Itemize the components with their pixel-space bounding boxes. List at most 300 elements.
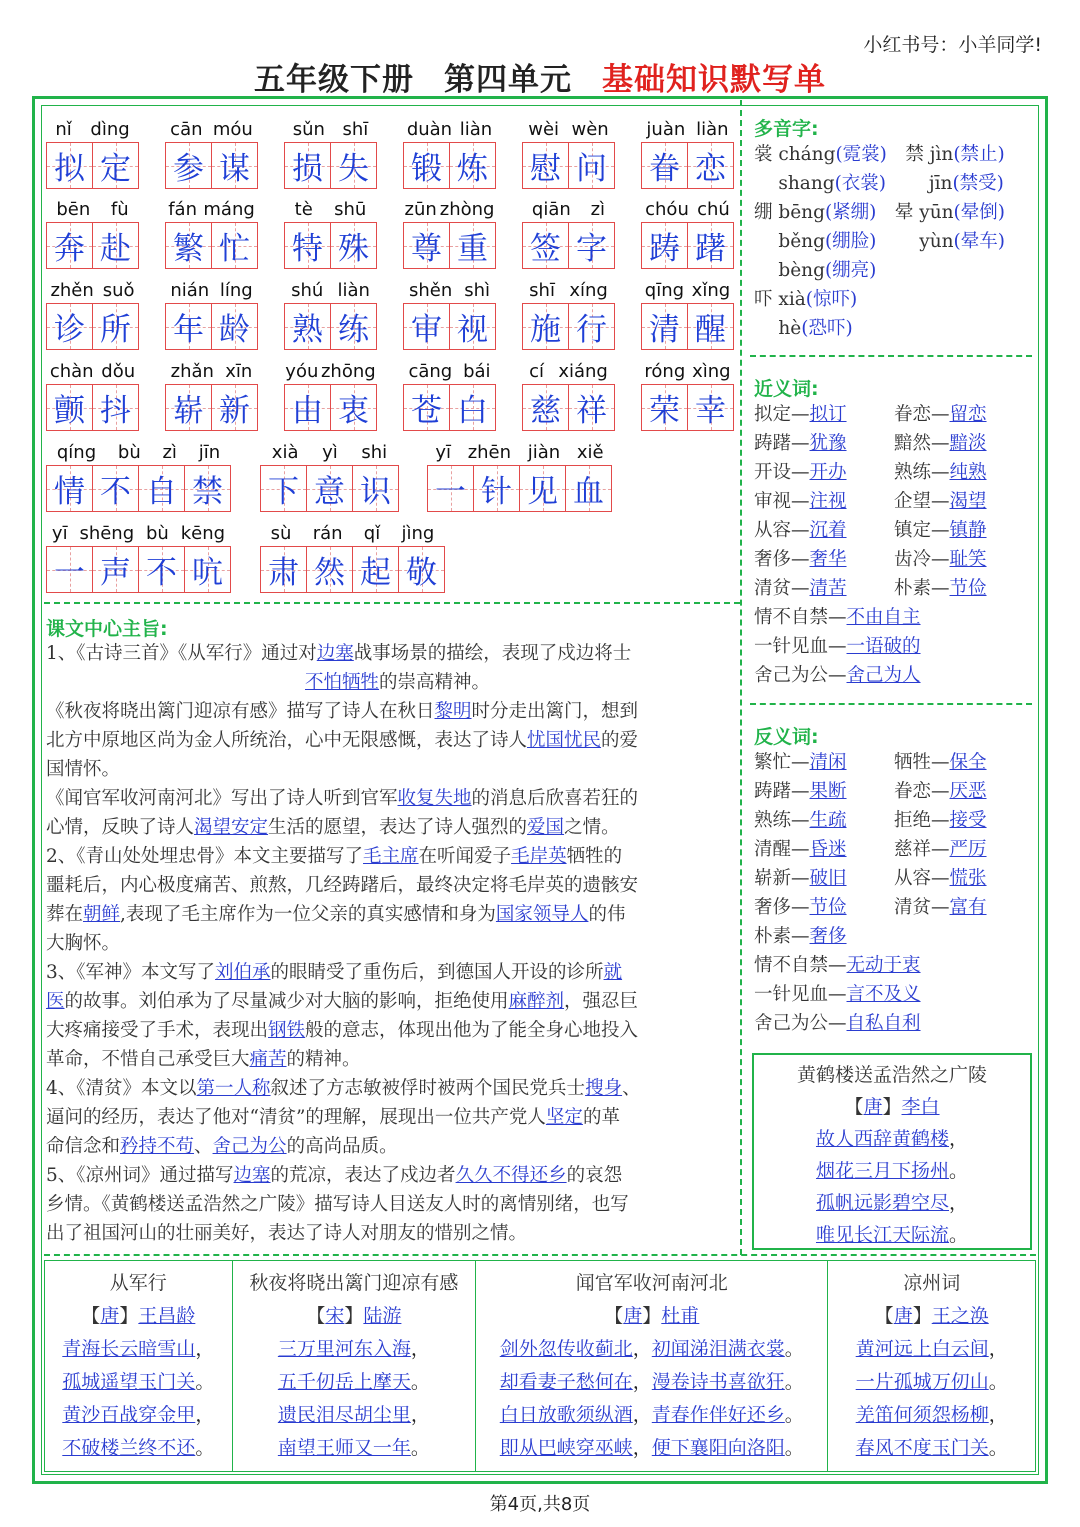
vocab-word [641,273,734,350]
theme-title: 课文中心主旨: [46,618,168,640]
pinyin-syllable: qiān [531,199,571,220]
theme-line: 1、《古诗三首》《从军行》通过对边塞战事场景的描绘，表现了戍边将士 [46,643,632,664]
theme-keyword: 忧国忧民 [527,730,602,751]
antonym-answer: 严厉 [949,839,987,860]
vocab-char: 荣 [649,393,680,429]
vocab-char-cell [92,546,139,593]
vocab-char-cell [92,303,139,350]
theme-keyword: 毛主席 [363,846,419,867]
vocab-char: 诊 [54,312,85,348]
vocab-char-cell [522,384,569,431]
antonym-list [754,748,1034,1038]
antonym-answer: 奢侈 [809,926,847,947]
vocab-char-cell [641,384,688,431]
vocab-char-cell [138,465,185,512]
poem-verse: 五千仞岳上摩天 [277,1371,411,1393]
vocab-char: 行 [576,312,607,348]
theme-keyword: 舍己为公 [212,1136,287,1157]
vocab-char: 识 [360,474,391,510]
synonym-pair: 开设—开办 [754,462,847,483]
poem-title: 闻官军收河南河北 [575,1272,728,1294]
synonym-row: 一针见血—一语破的 [754,636,921,657]
pinyin-syllable: máng [203,199,255,220]
polyphone-line: 吓 xià(惊吓) [754,289,858,310]
vocab-char-cell [568,303,615,350]
antonym-answer: 无动于衷 [846,955,921,976]
poem-line: 孤帆远影碧空尽， [815,1192,969,1214]
vocab-word [403,192,496,269]
poem-dynasty: 唐 [100,1305,120,1327]
pinyin-syllable: qīng [644,280,685,301]
vocab-boxes [403,142,496,189]
vocab-word [46,112,139,189]
poem-table [44,1260,1036,1472]
poem-verse: 羌笛何须怨杨柳 [855,1404,989,1426]
vocab-pinyin [522,112,615,142]
vocab-boxes [260,546,445,593]
pinyin-syllable: jìng [401,523,435,544]
divider [44,1254,1036,1256]
pinyin-syllable: xià [271,442,299,463]
vocab-char: 肃 [268,555,299,591]
theme-line: 命信念和矜持不苟、舍己为公的高尚品质。 [46,1136,398,1157]
theme-keyword: 医 [46,991,65,1012]
pinyin-syllable: zhēn [467,442,512,463]
vocab-char: 躇 [695,231,726,267]
pinyin-syllable: nián [170,280,210,301]
vocab-boxes [165,384,258,431]
vocab-char-cell [211,142,258,189]
synonym-pair: 企望—渴望 [894,491,987,512]
poem-line: 黄沙百战穿金甲， [62,1404,215,1426]
vocab-char: 由 [292,393,323,429]
pinyin-syllable: zì [162,442,177,463]
vocab-boxes [641,222,734,269]
vocab-boxes [165,222,258,269]
poem-dynasty: 宋 [325,1305,345,1327]
vocab-boxes [260,465,399,512]
theme-keyword: 朝鲜 [83,904,121,925]
pinyin-syllable: xiáng [558,361,608,382]
title-grade: 五年级下册 [254,62,414,98]
vocab-pinyin [427,435,612,465]
vocab-char-cell [522,222,569,269]
theme-keyword: 边塞 [316,643,354,664]
poem-line: 却看妻子愁何在，漫卷诗书喜欲狂。 [499,1371,804,1393]
vocab-char: 字 [576,231,607,267]
poem-line: 青海长云暗雪山， [62,1338,215,1360]
poem-dynasty: 唐 [623,1305,643,1327]
polyphone-line: shang(衣裳) jīn(禁受) [754,173,1004,194]
pinyin-syllable: róng [644,361,686,382]
vocab-char: 拟 [54,151,85,187]
pinyin-syllable: cān [170,119,203,140]
synonym-pair: 镇定—镇静 [894,520,987,541]
vocab-word [260,435,399,512]
vocab-char: 视 [457,312,488,348]
poem-col-liangzhouci [828,1261,1035,1471]
synonym-row [754,458,1034,487]
poem-title: 从军行 [109,1272,167,1294]
vocab-pinyin [522,273,615,303]
pinyin-syllable: jīn [198,442,221,463]
vocab-char-cell [330,142,377,189]
pinyin-syllable: qǐ [363,523,381,544]
vocab-char-cell [330,303,377,350]
theme-keyword: 矜持不苟 [120,1136,195,1157]
vocab-char: 慰 [530,151,561,187]
vocab-char-cell [92,142,139,189]
antonym-row [754,806,1034,835]
poem-verse: 黄河远上白云间 [855,1338,989,1360]
synonym-answer: 耻笑 [949,549,987,570]
vocab-pinyin [641,112,734,142]
vocab-char-cell [46,384,93,431]
vocab-char-cell [284,142,331,189]
pinyin-syllable: juàn [646,119,686,140]
vocab-pinyin [46,112,139,142]
pinyin-syllable: cí [529,361,545,382]
vocab-boxes [46,303,139,350]
vocab-char-cell [165,142,212,189]
synonym-pair: 从容—沉着 [754,520,847,541]
vocab-boxes [284,142,377,189]
vocab-word [260,516,445,593]
vocab-word [522,354,615,431]
pinyin-syllable: cāng [408,361,453,382]
vocab-char: 白 [457,393,488,429]
vocab-word [165,192,258,269]
vocab-char-cell [449,142,496,189]
poem-verse: 三万里河东入海 [277,1338,411,1360]
vocab-char: 针 [481,474,512,510]
vocab-pinyin [260,435,399,465]
antonym-row [754,835,1034,864]
vocab-char-cell [687,384,734,431]
synonym-pair: 奢侈—奢华 [754,549,847,570]
antonym-pair: 熟练—生疏 [754,810,847,831]
poem-line: 烟花三月下扬州。 [815,1160,969,1182]
vocab-word [284,112,377,189]
theme-line: 4、《清贫》本文以第一人称叙述了方志敏被俘时被两个国民党兵士搜身、 [46,1078,641,1099]
pinyin-syllable: zūn [404,199,437,220]
antonym-pair: 踌躇—果断 [754,781,847,802]
vocab-pinyin [165,354,258,384]
vocab-char: 定 [100,151,131,187]
vocab-char: 吭 [192,555,223,591]
poem-author: 【唐】王昌龄 [81,1305,196,1327]
poem-verse: 一片孤城万仞山 [855,1371,989,1393]
antonym-title: 反义词: [754,726,819,748]
vocab-pinyin [46,435,231,465]
synonym-answer: 纯熟 [949,462,987,483]
vocab-char: 谋 [219,151,250,187]
theme-keyword: 钢铁 [268,1020,306,1041]
pinyin-syllable: líng [219,280,253,301]
vocab-char-cell [46,142,93,189]
vocab-word [641,192,734,269]
synonym-pair: 踌躇—犹豫 [754,433,847,454]
vocab-char: 年 [173,312,204,348]
theme-keyword: 就 [603,962,623,983]
vocab-char: 下 [268,474,299,510]
pinyin-syllable: qíng [56,442,97,463]
synonym-row [754,487,1034,516]
polyphone-list [754,140,1034,343]
antonym-pair: 慈祥—严厉 [894,839,987,860]
pinyin-syllable: shēng [79,523,135,544]
vocab-pinyin [641,192,734,222]
vocab-char-cell [641,222,688,269]
poem-title: 秋夜将晓出篱门迎凉有感 [249,1272,459,1294]
vocab-char-cell [519,465,566,512]
column-divider [740,100,742,1255]
vocab-char-cell [92,222,139,269]
pinyin-syllable: shī [342,119,369,140]
vocab-pinyin [284,192,377,222]
poem-dynasty: 唐 [893,1305,913,1327]
vocab-char: 声 [100,555,131,591]
poem-verse: 烟花三月下扬州 [815,1160,949,1182]
vocab-pinyin [522,354,615,384]
vocab-char-cell [284,303,331,350]
vocab-boxes [641,384,734,431]
antonym-pair: 牺牲—保全 [894,752,987,773]
vocab-char: 熟 [292,312,323,348]
poem-verse: 白日放歌须纵酒 [499,1404,633,1426]
antonym-row [754,922,1034,951]
antonym-answer: 富有 [949,897,987,918]
vocab-boxes [427,465,612,512]
vocab-char-cell [398,546,445,593]
vocab-boxes [46,384,139,431]
synonym-row [754,545,1034,574]
vocab-char-cell [260,546,307,593]
vocab-char: 一 [435,474,466,510]
theme-line: 《秋夜将晓出篱门迎凉有感》描写了诗人在秋日黎明时分走出篱门，想到 [46,701,639,722]
vocab-boxes [522,303,615,350]
polyphone-example: (恐吓) [801,318,853,339]
vocab-char: 龄 [219,312,250,348]
poem-line: 一片孤城万仞山。 [855,1371,1008,1393]
vocab-char-cell [46,303,93,350]
antonym-answer: 清闲 [809,752,847,773]
poem-line: 剑外忽传收蓟北，初闻涕泪满衣裳。 [499,1338,804,1360]
poem-box-huanghelou [752,1053,1032,1250]
vocab-boxes [284,222,377,269]
theme-keyword: 爱国 [527,817,565,838]
poem-verse: 青春作伴好还乡 [651,1404,785,1426]
antonym-answer: 昏迷 [809,839,847,860]
poem-verse: 孤帆远影碧空尽 [815,1192,949,1214]
synonym-list [754,400,1034,690]
polyphone-example: (禁受) [952,173,1004,194]
vocab-word [46,273,139,350]
poem-author-name: 杜甫 [661,1305,700,1327]
pinyin-syllable: rán [312,523,343,544]
theme-line: 噩耗后，内心极度痛苦、煎熬，几经踌躇后，最终决定将毛岸英的遗骸安 [46,875,639,896]
vocab-word [522,112,615,189]
poem-title: 凉州词 [903,1272,961,1294]
pinyin-syllable: liàn [696,119,729,140]
theme-line: 大疼痛接受了手术，表现出钢铁般的意志，体现出他为了能全身心地投入 [46,1020,639,1041]
poem-col-congjunxing [45,1261,233,1471]
antonym-pair: 清醒—昏迷 [754,839,847,860]
vocab-boxes [522,222,615,269]
vocab-char-cell [165,303,212,350]
antonym-row: 舍己为公—自私自利 [754,1013,921,1034]
synonym-answer: 留恋 [949,404,987,425]
vocab-char-cell [184,465,231,512]
vocab-char-cell [284,384,331,431]
poem-verse: 南望王师又一年 [277,1437,411,1459]
vocab-pinyin [165,112,258,142]
vocab-word [165,112,258,189]
pinyin-syllable: bái [463,361,491,382]
theme-keyword: 不怕牺牲 [305,672,380,693]
vocab-pinyin [165,273,258,303]
polyphone-example: (晕倒) [953,202,1005,223]
antonym-pair: 繁忙—清闲 [754,752,847,773]
pinyin-syllable: zhǎn [170,361,214,382]
vocab-char-cell [306,465,353,512]
vocab-word [403,354,496,431]
vocab-pinyin [46,354,139,384]
poem-author-name: 陆游 [363,1305,402,1327]
poem-verse: 不破楼兰终不还 [62,1437,196,1459]
theme-keyword: 搜身 [585,1078,623,1099]
antonym-row [754,893,1034,922]
polyphone-example: (晕车) [953,231,1005,252]
theme-line: 大胸怀。 [46,933,121,954]
vocab-char-cell [184,546,231,593]
vocab-boxes [403,384,496,431]
poem-line: 唯见长江天际流。 [815,1224,969,1246]
poem-author: 【唐】李白 [844,1096,940,1118]
vocab-word [522,192,615,269]
vocab-pinyin [403,354,496,384]
synonym-answer: 黯淡 [949,433,987,454]
pinyin-syllable: zì [590,199,606,220]
vocab-char-cell [138,546,185,593]
vocab-char-cell [641,303,688,350]
poem-author-name: 李白 [901,1096,940,1118]
vocab-char: 抖 [100,393,131,429]
theme-line: 北方中原地区尚为金人所统治，心中无限感慨，表达了诗人忧国忧民的爱 [46,730,639,751]
pinyin-syllable: tè [294,199,313,220]
pinyin-syllable: chàn [49,361,94,382]
antonym-pair: 朴素—奢侈 [754,926,847,947]
synonym-answer: 开办 [809,462,847,483]
polyphone-line: hè(恐吓) [754,318,853,339]
vocab-word [284,273,377,350]
title-unit: 第四单元 [444,62,572,98]
pinyin-syllable: dǒu [101,361,136,382]
vocab-char-cell [46,546,93,593]
synonym-pair: 熟练—纯熟 [894,462,987,483]
vocab-word [46,435,231,512]
vocab-char: 审 [411,312,442,348]
pinyin-syllable: shi [361,442,388,463]
poem-line: 孤城遥望玉门关。 [62,1371,215,1393]
polyphone-line: 绷 bēng(紧绷) 晕 yūn(晕倒) [754,202,1005,223]
synonym-pair: 拟定—拟订 [754,404,847,425]
vocab-char-cell [427,465,474,512]
vocab-char-cell [641,142,688,189]
vocab-pinyin [165,192,258,222]
synonym-answer: 拟订 [809,404,847,425]
vocab-boxes [46,546,231,593]
poem-line: 羌笛何须怨杨柳， [855,1404,1008,1426]
vocab-char: 踌 [649,231,680,267]
vocab-char: 意 [314,474,345,510]
vocab-boxes [641,142,734,189]
pinyin-syllable: shì [464,280,490,301]
synonym-answer: 镇静 [949,520,987,541]
poem-line: 即从巴峡穿巫峡，便下襄阳向洛阳。 [499,1437,804,1459]
polyphone-example: (惊吓) [805,289,858,310]
polyphone-example: (绷脸) [824,231,877,252]
poem-verse: 即从巴峡穿巫峡 [499,1437,633,1459]
pinyin-syllable: duàn [406,119,453,140]
vocab-char: 崭 [173,393,204,429]
synonym-answer: 舍己为人 [846,665,921,686]
vocab-char-cell [568,384,615,431]
divider [750,355,1032,357]
vocab-pinyin [46,273,139,303]
poem-dynasty: 唐 [863,1096,883,1118]
pinyin-syllable: xǐng [691,280,731,301]
vocab-boxes [284,384,377,431]
polyphone-example: (霓裳) [835,144,887,165]
antonym-row [754,748,1034,777]
vocab-char-cell [522,142,569,189]
pinyin-syllable: sǔn [292,119,325,140]
antonym-pair: 奢侈—节俭 [754,897,847,918]
vocab-word [522,273,615,350]
pinyin-syllable: sù [270,523,292,544]
poem-verse: 漫卷诗书喜欲狂 [651,1371,785,1393]
vocab-char-cell [403,222,450,269]
pinyin-syllable: chóu [645,199,689,220]
vocab-pinyin [284,273,377,303]
vocab-char-cell [211,303,258,350]
theme-line: 不怕牺牲的崇高精神。 [305,672,491,693]
pinyin-syllable: bēn [56,199,91,220]
poem-col-wenguanjun [476,1261,828,1471]
pinyin-syllable: shú [291,280,324,301]
pinyin-syllable: yóu [285,361,319,382]
vocab-char: 自 [146,474,177,510]
vocab-pinyin [284,112,377,142]
antonym-answer: 破旧 [809,868,847,889]
vocab-char-cell [165,384,212,431]
vocab-char: 锻 [411,151,442,187]
poem-author: 【宋】陆游 [306,1305,402,1327]
theme-keyword: 久久不得还乡 [455,1165,567,1186]
antonym-answer: 果断 [809,781,847,802]
pinyin-syllable: yī [51,523,68,544]
vocab-word [641,112,734,189]
antonym-row: 一针见血—言不及义 [754,984,921,1005]
vocab-char-cell [473,465,520,512]
theme-keyword: 国家领导人 [495,904,589,925]
pinyin-syllable: liàn [337,280,370,301]
poem-line: 五千仞岳上摩天。 [277,1371,430,1393]
vocab-char: 祥 [576,393,607,429]
vocab-pinyin [260,516,445,546]
pinyin-syllable: liàn [459,119,493,140]
